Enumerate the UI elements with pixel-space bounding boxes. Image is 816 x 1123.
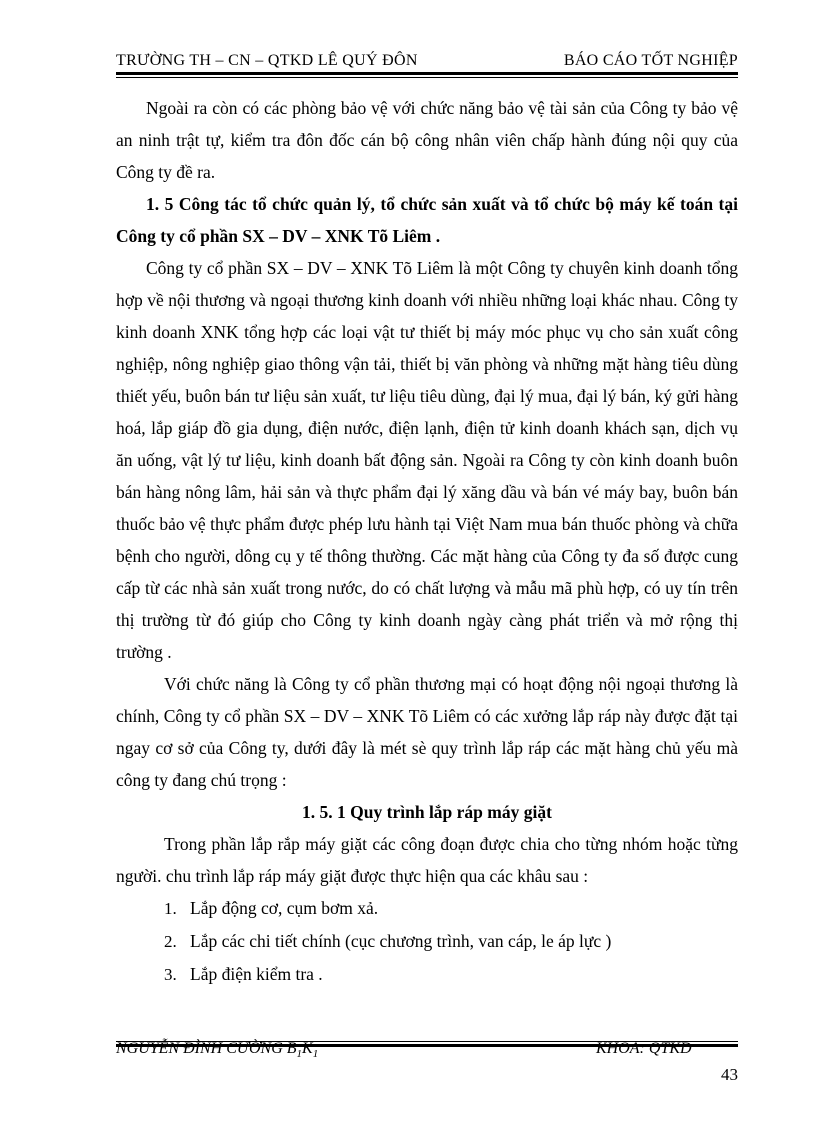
footer-author	[116, 1040, 318, 1060]
footer-author-name: NGUYỄN ĐÌNH CƯỜNG B	[116, 1040, 297, 1057]
footer-faculty: KHOA: QTKD	[596, 1040, 692, 1057]
paragraph-security: Ngoài ra còn có các phòng bảo vệ với chức năng bảo vệ tài sản của Công ty bảo vệ an ninh trật tự, kiểm tra đôn đốc cán bộ công nhân viên chấp hành đúng nội quy của Công ty đề ra.	[116, 98, 738, 182]
list-item	[164, 892, 738, 925]
header-rule	[116, 72, 738, 75]
list-item-number: 2.	[164, 932, 177, 951]
assembly-steps-list	[116, 892, 738, 991]
footer-author-sub1: 1	[296, 1048, 303, 1061]
list-item	[164, 925, 738, 958]
list-item-number: 1.	[164, 899, 177, 918]
subsection-heading: 1. 5. 1 Quy trình lắp ráp máy giặt	[302, 802, 552, 822]
list-item-text: Lắp điện kiểm tra .	[190, 964, 323, 984]
list-item	[164, 958, 738, 991]
header-school-name: TRƯỜNG TH – CN – QTKD LÊ QUÝ ĐÔN	[116, 52, 418, 69]
list-item-text: Lắp động cơ, cụm bơm xả.	[190, 898, 379, 918]
paragraph-assembly-intro: Với chức năng là Công ty cổ phần thương mại có hoạt động nội ngoại thương là chính, Công ty cổ phần SX – DV – XNK Tõ Liêm có các xưởng lắp ráp này được đặt tại ngay cơ sở của Công ty, dưới đây là mét sè quy trình lắp ráp các mặt hàng chủ yếu mà công ty đang chú trọng :	[116, 674, 738, 790]
header-report-title: BÁO CÁO TỐT NGHIỆP	[563, 52, 738, 69]
page-header	[116, 44, 738, 70]
footer-author-class: K	[302, 1040, 313, 1057]
page-number: 43	[721, 1065, 738, 1084]
list-item-number: 3.	[164, 965, 177, 984]
page-footer	[116, 1040, 738, 1060]
paragraph-company-business: Công ty cổ phần SX – DV – XNK Tõ Liêm là một Công ty chuyên kinh doanh tổng hợp về nội thương và ngoại thương kinh doanh với nhiều những loại khác nhau. Công ty kinh doanh XNK tổng hợp các loại vật tư thiết bị máy móc phục vụ cho sản xuất công nghiệp, nông nghiệp giao thông vận tải, thiết bị văn phòng và những mặt hàng tiêu dùng thiết yếu, buôn bán tư liệu sản xuất, tư liệu tiêu dùng, đại lý mua, đại lý bán, ký gửi hàng hoá, lắp giáp đồ gia dụng, điện nước, điện lạnh, điện tử kinh doanh khách sạn, dịch vụ ăn uống, vật lý tư liệu, kinh doanh bất động sản. Ngoài ra Công ty còn kinh doanh buôn bán hàng nông lâm, hải sản và thực phẩm đại lý xăng dầu và bán vé máy bay, buôn bán thuốc bảo vệ thực phẩm được phép lưu hành tại Việt Nam mua bán thuốc phòng và chữa bệnh cho người, dông cụ y tế thông thường. Các mặt hàng của Công ty đa số được cung cấp từ các nhà sản xuất trong nước, do có chất lượng và mẫu mã phù hợp, có uy tín trên thị trường từ đó giúp cho Công ty kinh doanh ngày càng phát triển và mở rộng thị trường .	[116, 258, 738, 662]
page-content	[116, 92, 738, 991]
footer-author-sub2: 1	[312, 1048, 319, 1061]
paragraph-washing-machine: Trong phần lắp rắp máy giặt các công đoạn được chia cho từng nhóm hoặc từng người. chu trình lắp ráp máy giặt được thực hiện qua các khâu sau :	[116, 834, 738, 886]
section-heading: 1. 5 Công tác tổ chức quản lý, tổ chức sản xuất và tổ chức bộ máy kế toán tại Công ty cổ phần SX – DV – XNK Tõ Liêm .	[116, 194, 738, 246]
header-rule-thin	[116, 77, 738, 78]
list-item-text: Lắp các chi tiết chính (cục chương trình, van cáp, le áp lực )	[190, 931, 612, 951]
